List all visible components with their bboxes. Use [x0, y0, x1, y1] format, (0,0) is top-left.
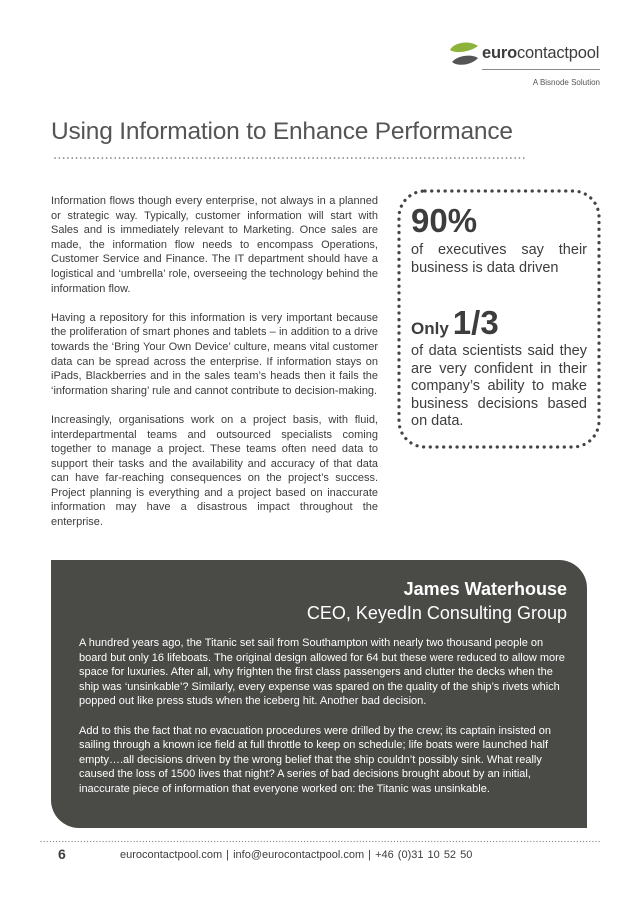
body-paragraph: Information flows though every enterprise, not always in a planned or strategic way. Typically, customer information will start with Sales and is immediately relevant to Marketing. Once sales are made, the information flow needs to encompass Operations, Customer Service and Finance. The IT department should have a logistical and ‘umbrella’ role, overseeing the technology behind the information flow.	[51, 195, 378, 295]
body-text	[51, 194, 378, 544]
stat-value: 90%	[411, 202, 478, 239]
quote-paragraph: Add to this the fact that no evacuation procedures were drilled by the crew; its captain insisted on sailing through a known ice field at full throttle to keep on schedule; life boats were launched half empty….all decisions driven by the wrong belief that the ship couldn’t possibly sink. What really caused the loss of 1500 lives that night? A series of bad decisions brought about by an initial, inaccurate piece of information that everyone worked on: the Titanic was unsinkable.	[79, 724, 552, 795]
footer-contact: eurocontactpool.com | info@eurocontactpool.com | +46 (0)31 10 52 50	[120, 849, 473, 861]
quote-card	[51, 560, 587, 828]
body-paragraph: Increasingly, organisations work on a project basis, with fluid, interdepartmental teams and outsourced specialists coming together to manage a project. These teams often need data to support their tasks and the availability and accuracy of that data can have far-reaching consequences on the project’s success. Project planning is everything and a project based on inaccurate information may have a disastrous impact throughout the enterprise.	[51, 413, 378, 529]
quote-body	[79, 636, 567, 811]
leaf-logo-icon	[448, 40, 480, 70]
stats-callout	[396, 188, 602, 450]
quote-paragraph: A hundred years ago, the Titanic set sail from Southampton with nearly two thousand people on board but only 16 lifeboats. The original design allowed for 64 but these were reduced to allow more space for luxuries. After all, why frighten the first class passengers and clutter the decks when the ship was ‘unsinkable’? Similarly, every expense was spared on the quality of the ship’s rivets which popped out like press studs when the iceberg hit. Another bad decision.	[79, 637, 565, 708]
stat-value: 1/3	[452, 304, 499, 341]
stat-description: of data scientists said they are very confident in their company’s ability to make business decisions based on data.	[411, 343, 587, 429]
quote-author-role: CEO, KeyedIn Consulting Group	[306, 603, 567, 623]
stat-prefix: Only	[411, 319, 449, 338]
logo-divider	[482, 69, 600, 70]
logo-tagline: A Bisnode Solution	[532, 78, 600, 87]
body-paragraph: Having a repository for this information is very important because the proliferation of smart phones and tablets – in addition to a drive towards the ‘Bring Your Own Device’ culture, means vital customer data can be spread across the enterprise. If information stays on iPads, Blackberries and in the sales team’s heads then it fails the ‘information sharing’ rule and cannot contribute to decision-making.	[51, 311, 378, 397]
page-title: Using Information to Enhance Performance	[51, 118, 513, 145]
page-number: 6	[58, 846, 66, 862]
footer-dotted-divider	[40, 840, 602, 843]
company-logo	[446, 38, 602, 90]
title-dotted-divider	[54, 156, 528, 160]
logo-wordmark: eurocontactpool	[482, 44, 600, 62]
quote-author-name: James Waterhouse	[403, 579, 567, 599]
stat-description: of executives say their business is data driven	[411, 242, 587, 276]
stat-heading	[411, 304, 499, 342]
